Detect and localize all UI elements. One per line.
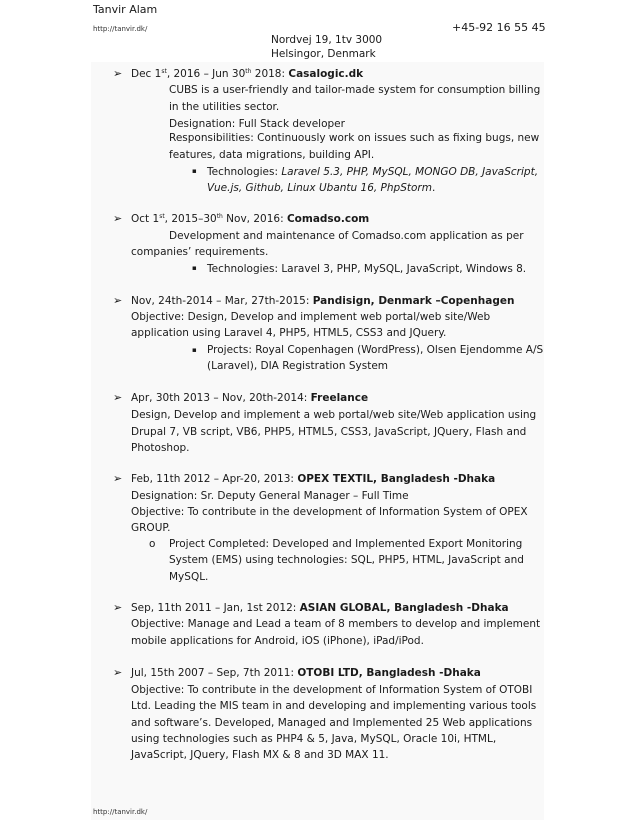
technologies-line: Technologies: Laravel 3, PHP, MySQL, JavaScript, Windows 8. <box>207 263 527 275</box>
job-description-line: Objective: To contribute in the development of Information System of OPEX <box>131 506 528 518</box>
job-title-line: Feb, 11th 2012 – Apr-20, 2013: OPEX TEXTIL, Bangladesh -Dhaka <box>131 473 496 485</box>
address-line-1: Nordvej 19, 1tv 3000 <box>271 34 383 46</box>
job-title-line: Oct 1st, 2015–30th Nov, 2016: Comadso.com <box>131 213 370 225</box>
job-description-line: Photoshop. <box>131 442 190 454</box>
job-description-line: Responsibilities: Continuously work on issues such as fixing bugs, new <box>169 132 540 144</box>
job-description-line: mobile applications for Android, iOS (iPhone), iPad/iPod. <box>131 635 424 647</box>
job-description-line: Drupal 7, VB script, VB6, PHP5, HTML5, CSS3, JavaScript, JQuery, Flash and <box>131 426 527 438</box>
job-description-line: companies’ requirements. <box>131 246 269 258</box>
technologies-line: Technologies: Laravel 5.3, PHP, MySQL, MONGO DB, JavaScript, <box>207 166 539 178</box>
website-link[interactable]: http://tanvir.dk/ <box>93 25 148 33</box>
job-description-line: GROUP. <box>131 522 171 534</box>
job-description-line: using technologies such as PHP4 & 5, Java, MySQL, Oracle 10i, HTML, <box>131 733 497 745</box>
project-line: MySQL. <box>169 571 209 583</box>
job-description-line: Objective: To contribute in the development of Information System of OTOBI <box>131 684 533 696</box>
job-title-line: Nov, 24th-2014 – Mar, 27th-2015: Pandisign, Denmark –Copenhagen <box>131 295 515 307</box>
circle-bullet-icon: o <box>149 538 156 550</box>
job-description-line: CUBS is a user-friendly and tailor-made system for consumption billing <box>169 84 541 96</box>
job-description-line: Designation: Sr. Deputy General Manager – Full Time <box>131 490 409 502</box>
job-description-line: Objective: Manage and Lead a team of 8 members to develop and implement <box>131 618 541 630</box>
project-line: System (EMS) using technologies: SQL, PHP5, HTML, JavaScript and <box>169 554 524 566</box>
company-name: ASIAN GLOBAL, Bangladesh -Dhaka <box>299 602 509 614</box>
address-line-2: Helsingor, Denmark <box>271 48 376 60</box>
company-name: Freelance <box>310 392 369 404</box>
arrow-bullet-icon: ➢ <box>113 391 123 404</box>
square-bullet-icon: ▪ <box>192 167 197 175</box>
job-description-line: Design, Develop and implement a web portal/web site/Web application using <box>131 409 537 421</box>
square-bullet-icon: ▪ <box>192 264 197 272</box>
company-name: Comadso.com <box>286 213 370 225</box>
footer-website-link[interactable]: http://tanvir.dk/ <box>93 808 148 816</box>
arrow-bullet-icon: ➢ <box>113 212 123 225</box>
company-name: OPEX TEXTIL, Bangladesh -Dhaka <box>297 473 496 485</box>
job-description-line: JavaScript, JQuery, Flash MX & 8 and 3D MAX 11. <box>131 749 389 761</box>
job-description-line: and software’s. Developed, Managed and Implemented 25 Web applications <box>131 717 533 729</box>
technologies-line: Vue.js, Github, Linux Ubantu 16, PhpStorm. <box>207 182 436 194</box>
phone-number: +45-92 16 55 45 <box>452 21 546 34</box>
job-description-line: Development and maintenance of Comadso.com application as per <box>169 230 524 242</box>
arrow-bullet-icon: ➢ <box>113 294 123 307</box>
arrow-bullet-icon: ➢ <box>113 472 123 485</box>
project-line: Project Completed: Developed and Implemented Export Monitoring <box>169 538 523 550</box>
arrow-bullet-icon: ➢ <box>113 67 123 80</box>
job-description-line: Ltd. Leading the MIS team in and developing and implementing various tools <box>131 700 537 712</box>
arrow-bullet-icon: ➢ <box>113 601 123 614</box>
job-title-line: Dec 1st, 2016 – Jun 30th 2018: Casalogic.dk <box>131 68 364 80</box>
job-description-line: in the utilities sector. <box>169 101 280 113</box>
company-name: OTOBI LTD, Bangladesh -Dhaka <box>297 667 481 679</box>
company-name: Pandisign, Denmark –Copenhagen <box>312 295 515 307</box>
company-name: Casalogic.dk <box>288 68 364 80</box>
person-name: Tanvir Alam <box>93 3 158 16</box>
job-title-line: Sep, 11th 2011 – Jan, 1st 2012: ASIAN GLOBAL, Bangladesh -Dhaka <box>131 602 509 614</box>
arrow-bullet-icon: ➢ <box>113 666 123 679</box>
job-description-line: Objective: Design, Develop and implement web portal/web site/Web <box>131 311 491 323</box>
job-description-line: Designation: Full Stack developer <box>169 118 345 130</box>
job-title-line: Apr, 30th 2013 – Nov, 20th-2014: Freelance <box>131 392 369 404</box>
job-title-line: Jul, 15th 2007 – Sep, 7th 2011: OTOBI LTD, Bangladesh -Dhaka <box>131 667 481 679</box>
job-description-line: features, data migrations, building API. <box>169 149 375 161</box>
job-description-line: application using Laravel 4, PHP5, HTML5, CSS3 and JQuery. <box>131 327 447 339</box>
projects-line: Projects: Royal Copenhagen (WordPress), Olsen Ejendomme A/S <box>207 344 544 356</box>
square-bullet-icon: ▪ <box>192 346 197 354</box>
projects-line: (Laravel), DIA Registration System <box>207 360 389 372</box>
